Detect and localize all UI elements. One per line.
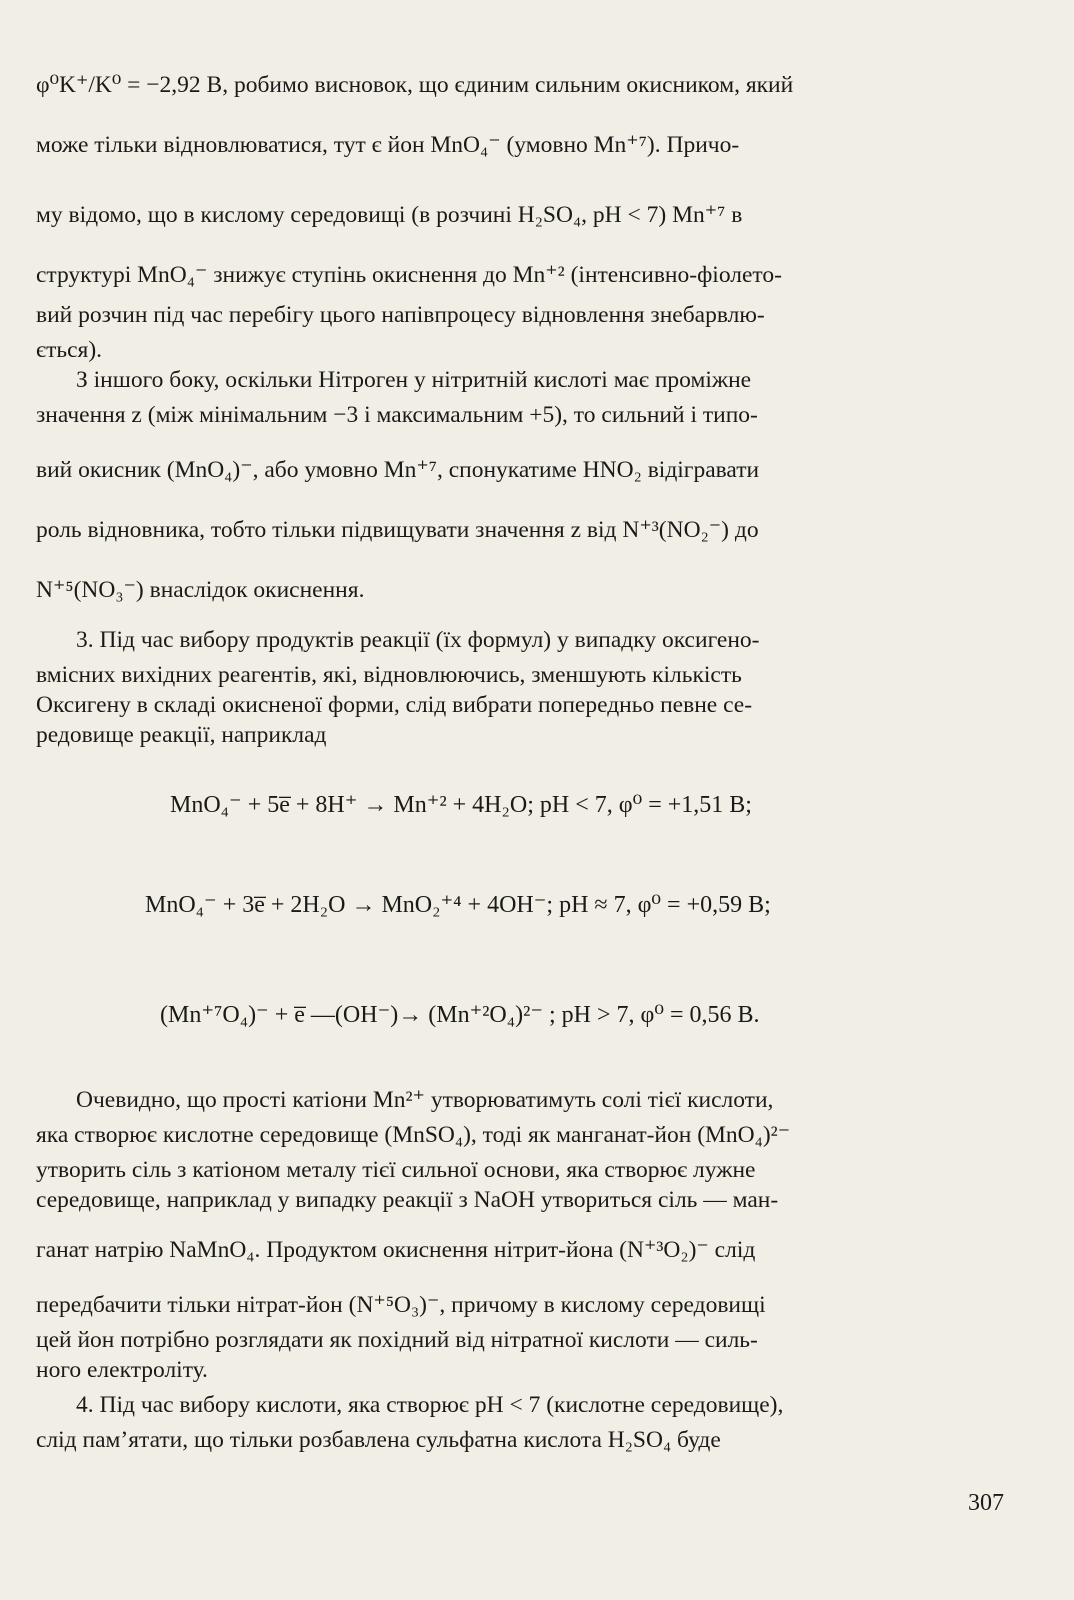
- text-line: вий окисник (MnO₄)⁻, або умовно Mn⁺⁷, спонукатиме HNO₂ відігравати: [36, 457, 760, 483]
- equation-3: (Mn⁺⁷O₄)⁻ + e̅ —(OH⁻)→ (Mn⁺²O₄)²⁻ ; pH > 7, φ⁰ = 0,56 В.: [160, 1002, 760, 1028]
- text-line: му відомо, що в кислому середовищі (в розчині H₂SO₄, pH < 7) Mn⁺⁷ в: [36, 202, 743, 228]
- text-line: передбачити тільки нітрат-йон (N⁺⁵O₃)⁻, причому в кислому середовищі: [36, 1292, 766, 1318]
- page-number: 307: [968, 1490, 1004, 1516]
- text-line: 3. Під час вибору продуктів реакції (їх формул) у випадку оксигено-: [76, 627, 760, 653]
- text-line: цей йон потрібно розглядати як похідний від нітратної кислоти — силь-: [36, 1327, 758, 1353]
- text-line: утворить сіль з катіоном металу тієї сильної основи, яка створює лужне: [36, 1157, 756, 1183]
- text-line: середовище, наприклад у випадку реакції з NaOH утвориться сіль — ман-: [36, 1187, 779, 1213]
- text-line: слід пам’ятати, що тільки розбавлена сульфатна кислота H₂SO₄ буде: [36, 1427, 721, 1453]
- text-line: N⁺⁵(NO₃⁻) внаслідок окиснення.: [36, 577, 365, 603]
- equation-1: MnO₄⁻ + 5e̅ + 8H⁺ → Mn⁺² + 4H₂O; pH < 7, φ⁰ = +1,51 В;: [170, 792, 752, 818]
- text-line: φ⁰K⁺/K⁰ = −2,92 В, робимо висновок, що єдиним сильним окисником, який: [36, 72, 794, 98]
- text-line: ганат натрію NaMnO₄. Продуктом окиснення нітрит-йона (N⁺³O₂)⁻ слід: [36, 1237, 756, 1263]
- text-line: редовище реакції, наприклад: [36, 722, 327, 748]
- text-line: може тільки відновлюватися, тут є йон MnO₄⁻ (умовно Mn⁺⁷). Причо-: [36, 132, 740, 158]
- text-line: Очевидно, що прості катіони Mn²⁺ утворюватимуть солі тієї кислоти,: [76, 1087, 774, 1113]
- text-line: яка створює кислотне середовище (MnSO₄), тоді як манганат-йон (MnO₄)²⁻: [36, 1122, 791, 1148]
- text-line: ного електроліту.: [36, 1357, 208, 1383]
- text-line: вмісних вихідних реагентів, які, відновлюючись, зменшують кількість: [36, 662, 742, 688]
- text-line: структурі MnO₄⁻ знижує ступінь окиснення до Mn⁺² (інтенсивно-фіолето-: [36, 262, 782, 288]
- text-line: 4. Під час вибору кислоти, яка створює pH < 7 (кислотне середовище),: [76, 1392, 784, 1418]
- text-line: значення z (між мінімальним −3 і максимальним +5), то сильний і типо-: [36, 402, 758, 428]
- equation-2: MnO₄⁻ + 3e̅ + 2H₂O → MnO₂⁺⁴ + 4OH⁻; pH ≈ 7, φ⁰ = +0,59 В;: [145, 892, 771, 918]
- text-line: ється).: [36, 337, 103, 363]
- text-line: Оксигену в складі окисненої форми, слід вибрати попередньо певне се-: [36, 692, 753, 718]
- text-line: вий розчин під час перебігу цього напівпроцесу відновлення знебарвлю-: [36, 302, 765, 328]
- text-line: роль відновника, тобто тільки підвищувати значення z від N⁺³(NO₂⁻) до: [36, 517, 759, 543]
- text-line: З іншого боку, оскільки Нітроген у нітритній кислоті має проміжне: [76, 367, 752, 393]
